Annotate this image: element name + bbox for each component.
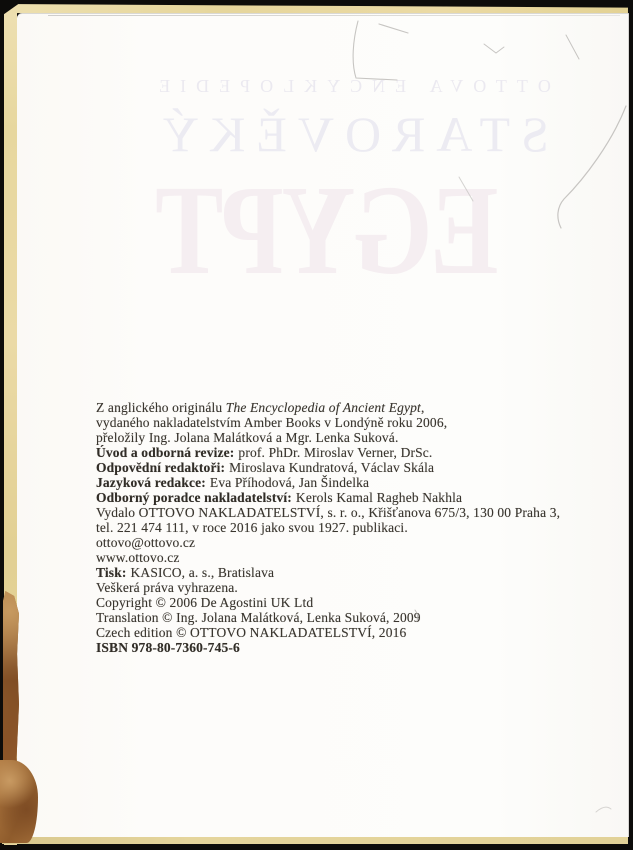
publisher-line1: Vydalo OTTOVO NAKLADATELSTVÍ, s. r. o., Křišťanova 675/3, 130 00 Praha 3, (96, 505, 561, 520)
publisher-email: ottovo@ottovo.cz (96, 535, 196, 550)
credit-value: Kerols Kamal Ragheb Nakhla (295, 490, 463, 505)
colophon (96, 400, 601, 655)
origin-line1-post: , (420, 400, 425, 415)
copyright-paragraph (96, 595, 601, 640)
copyright-line: Translation © Ing. Jolana Malátková, Lenka Suková, 2009 (96, 610, 421, 625)
publisher-paragraph (96, 505, 601, 535)
credit-label: Odpovědní redaktoři: (96, 460, 226, 475)
publisher-website: www.ottovo.cz (96, 550, 180, 565)
copyright-line: Copyright © 2006 De Agostini UK Ltd (96, 595, 314, 610)
credits-paragraph (96, 445, 601, 505)
rights-line: Veškerá práva vyhrazena. (96, 580, 238, 595)
print-value: KASICO, a. s., Bratislava (130, 565, 275, 580)
ghost-title-line1: STAROVĚKÝ (151, 106, 549, 162)
credit-label: Úvod a odborná revize: (96, 445, 235, 460)
print-paragraph (96, 565, 601, 580)
isbn-line: ISBN 978-80-7360-745-6 (96, 640, 240, 655)
credit-value: Miroslava Kundratová, Václav Skála (229, 460, 435, 475)
credit-value: prof. PhDr. Miroslav Verner, DrSc. (238, 445, 433, 460)
bleed-through-title (127, 74, 573, 301)
ghost-series-title: OTTOVA ENCYKLOPEDIE (149, 76, 551, 96)
origin-line2: vydaného nakladatelstvím Amber Books v Londýně roku 2006, (96, 415, 448, 430)
origin-paragraph (96, 400, 601, 445)
print-label: Tisk: (96, 565, 127, 580)
contact-paragraph (96, 535, 601, 565)
ghost-title-line2: EGYPT (157, 159, 499, 301)
copyright-line: Czech edition © OTTOVO NAKLADATELSTVÍ, 2016 (96, 625, 407, 640)
credit-label: Odborný poradce nakladatelství: (96, 490, 292, 505)
credit-label: Jazyková redakce: (96, 475, 206, 490)
credit-value: Eva Příhodová, Jan Šindelka (209, 475, 370, 490)
page-edge-shadow (48, 15, 620, 16)
origin-line1-pre: Z anglického originálu (96, 400, 226, 415)
publisher-line2: tel. 221 474 111, v roce 2016 jako svou 1927. publikaci. (96, 520, 408, 535)
origin-title-italic: The Encyclopedia of Ancient Egypt (225, 400, 421, 415)
origin-line3: přeložily Ing. Jolana Malátková a Mgr. Lenka Suková. (96, 430, 399, 445)
